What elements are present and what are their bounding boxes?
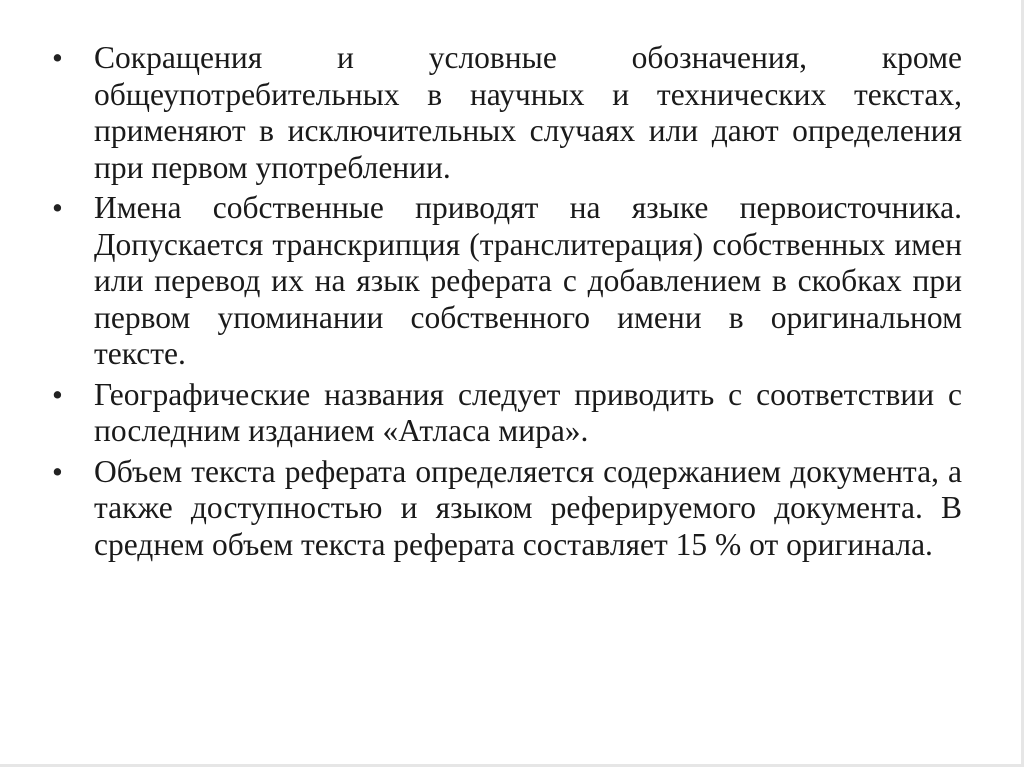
bullet-text: Имена собственные приводят на языке первоисточника. Допускается транскрипция (транслитерация) собственных имен или перевод их на язык реферата с добавлением в скобках при первом упоминании собственного имени в оригинальном тексте.	[94, 190, 962, 371]
bullet-icon: •	[52, 190, 63, 225]
bullet-text: Географические названия следует приводить с соответствии с последним изданием «Атласа мира».	[94, 376, 962, 448]
bullet-item-geographic-names	[52, 377, 962, 450]
bullet-icon: •	[52, 40, 63, 75]
bullet-list	[52, 40, 962, 563]
slide-content	[52, 40, 962, 567]
bullet-icon: •	[52, 453, 63, 489]
bullet-text: Сокращения и условные обозначения, кроме общеупотребительных в научных и технических текстах, применяют в исключительных случаях или дают определения при первом употреблении.	[94, 40, 962, 185]
bullet-icon: •	[52, 376, 63, 412]
bullet-item-abbreviations	[52, 40, 962, 186]
bullet-text: Объем текста реферата определяется содержанием документа, а также доступностью и языком реферируемого документа. В среднем объем текста реферата составляет 15 % от оригинала.	[94, 453, 962, 562]
bullet-item-abstract-volume	[52, 454, 962, 564]
bullet-item-proper-names	[52, 190, 962, 373]
